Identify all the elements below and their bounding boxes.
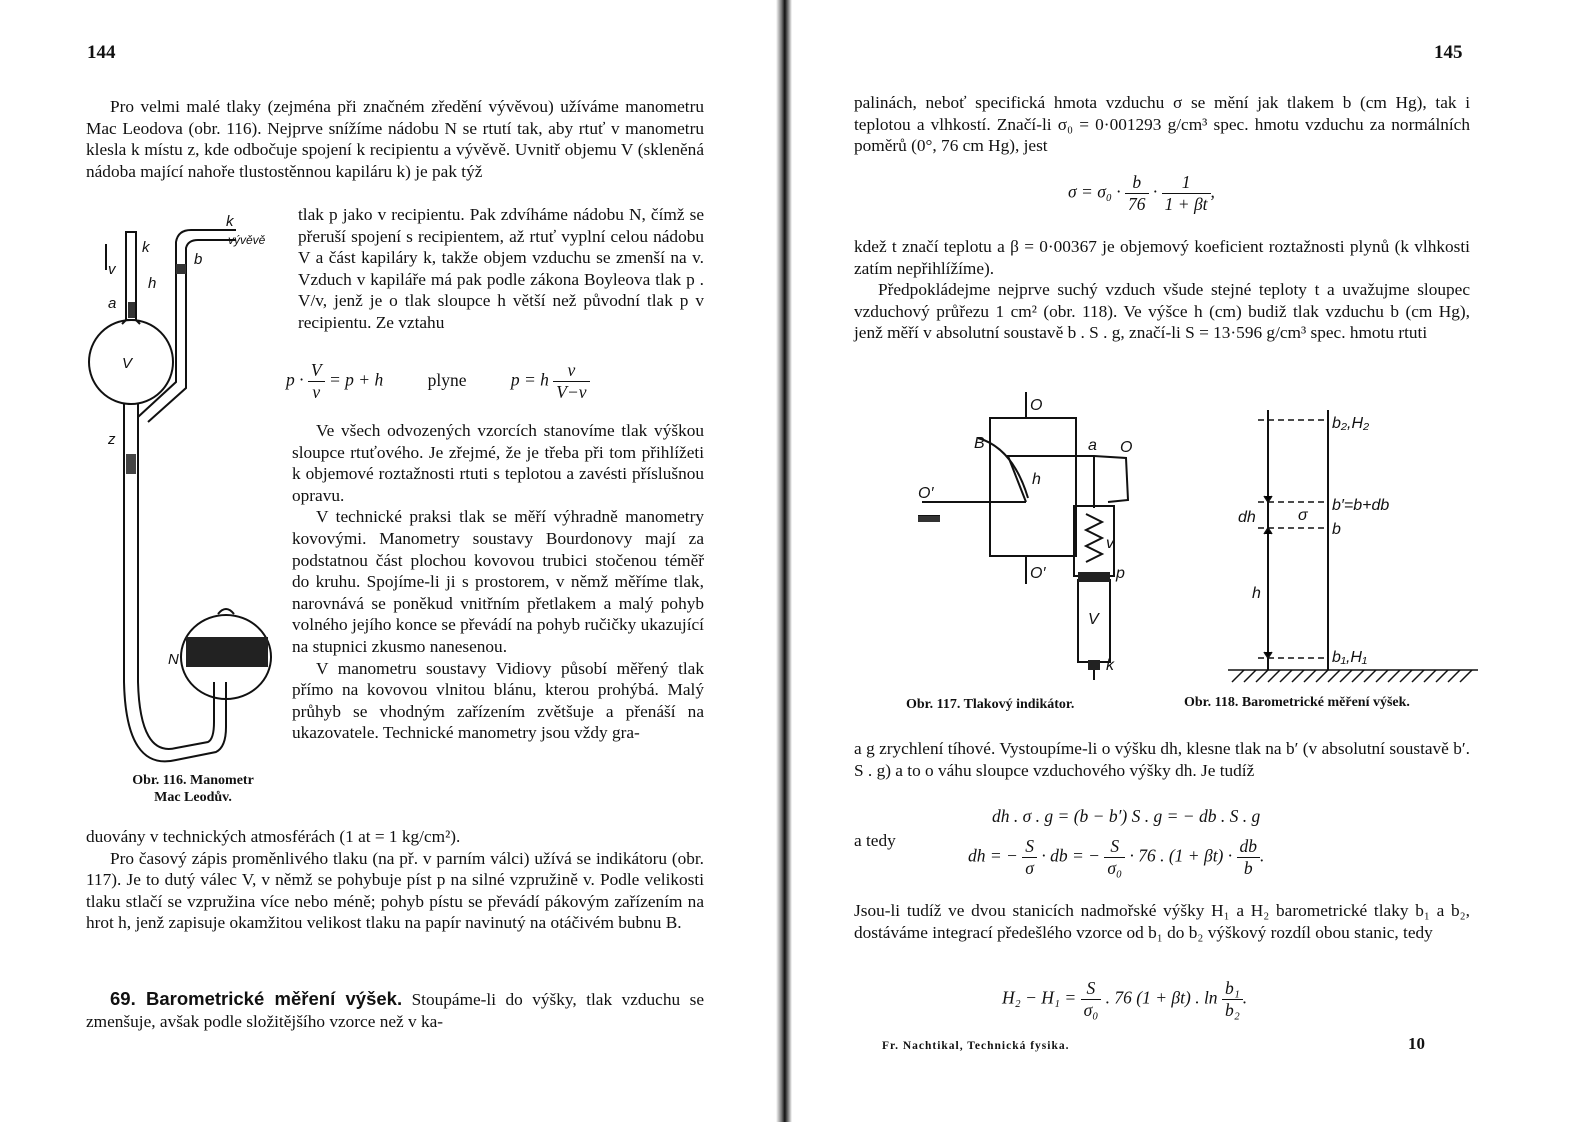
paragraph-text: palinách, neboť specifická hmota vzduchu σ se mění jak tlakem b (cm Hg), tak i teplotou a vlhkostí. Značí-li σ₀ = 0·001293 g/cm³ spec. hmotu vzduchu za normálních poměrů (0°, 76 cm Hg), jest [854, 93, 1470, 156]
fig116-label-vyveve: vývěvě [228, 233, 266, 247]
fig117-label-a: a [1088, 437, 1097, 454]
fig117-label-k: k [1106, 657, 1114, 674]
page-number-left: 144 [87, 42, 116, 63]
paragraph-integration [854, 900, 1470, 943]
fig116-label-k-top: k [226, 213, 234, 230]
fig117-label-h: h [1032, 471, 1041, 488]
paragraph-text: a g zrychlení tíhové. Vystoupíme-li o výšku dh, klesne tlak na b′ (v absolutní soustavě b′. S . g) a to o váhu sloupce vzduchového výšky dh. Je tudíž [854, 739, 1470, 780]
paragraph-beta [854, 236, 1470, 344]
paragraph-text: V manometru soustavy Vidiovy působí měřený tlak přímo na kovovou vlnitou blánu, kterou prohýbá. Malý průhyb se vhodným zařízením zvětšuje a přenáší na ukazovatele. Technické manometry jsou vždy gra- [292, 658, 704, 743]
fig117-label-v: v [1106, 535, 1114, 552]
fig117-label-V: V [1088, 611, 1099, 628]
paragraph-air-density [854, 92, 1470, 157]
paragraph-text: Jsou-li tudíž ve dvou stanicích nadmořské výšky H₁ a H₂ barometrické tlaky b₁ a b₂, dostáváme integrací předešlého vzorce od b₁ do b₂ výškový rozdíl obou stanic, tedy [854, 901, 1470, 942]
paragraph-height-step [854, 738, 1470, 781]
formula-fraction-V-v: $\frac{V}{v}$ [308, 360, 325, 403]
figure-116-caption: Obr. 116. Manometr Mac Leodův. [132, 773, 254, 805]
fig118-label-b2H2: b₂,H₂ [1332, 415, 1370, 432]
figure-118-caption: Obr. 118. Barometrické měření výšek. [1184, 695, 1410, 710]
formula-dh-balance: dh . σ . g = (b − b′) S . g = − db . S . g [992, 806, 1261, 826]
figure-118-barometric [1228, 400, 1478, 690]
fig118-label-bprime: b′=b+db [1332, 497, 1390, 514]
footer-book-title: Fr. Nachtikal, Technická fysika. [882, 1040, 1070, 1052]
figure-117-indicator [908, 388, 1168, 688]
formula-rhs: = p + h [328, 369, 384, 390]
fig116-label-h: h [148, 275, 157, 292]
formula-lhs: p · [286, 369, 304, 390]
fig116-label-k: k [142, 239, 150, 256]
figure-116-manometer [86, 212, 296, 802]
formula-mac-leod [286, 360, 590, 403]
paragraph-indicator [86, 826, 704, 934]
fig116-label-a: a [108, 295, 117, 312]
fig117-label-p: p [1116, 565, 1125, 582]
formula-dh: dh = − $\frac{S}{\sigma}$ · db = − $\frac{S}{\text{σ₀}}$ · 76 . (1 + βt) · $\frac{db}{b}$ . [968, 836, 1265, 878]
figure-117-caption: Obr. 117. Tlakový indikátor. [906, 697, 1075, 712]
section-text: Stoupáme-li do výšky, tlak vzduchu se zmenšuje, avšak podle složitějšího vzorce než v ka- [86, 990, 704, 1031]
formula-sigma: σ = σ₀ · $\frac{b}{76}$ · $\frac{1}{1 + \beta t}$ , [1068, 172, 1215, 214]
fig118-label-h: h [1252, 585, 1261, 602]
fig118-label-sigma: σ [1298, 507, 1308, 524]
fig117-label-O2: O [1120, 439, 1133, 456]
formula-fraction-result: $\frac{v}{V-v}$ [553, 360, 589, 403]
text-a-tedy: a tedy [854, 831, 896, 850]
fig117-label-Oprime: O′ [918, 485, 934, 502]
formula-height-difference: H₂ − H₁ = $\frac{S}{\text{σ₀}}$ . 76 (1 + βt) . ln $\frac{\text{b₁}}{\text{b₂}}$ . [1002, 978, 1248, 1020]
paragraph-corrections-and-technical [292, 420, 704, 744]
formula-word-plyne: plyne [427, 369, 467, 390]
paragraph-text: tlak p jako v recipientu. Pak zdvíháme nádobu N, čímž se přeruší spojení s recipientem, až rtuť vyplní celou nádobu V a část kapiláry k, takže objem vzduchu se zmenší na v. Vzduch v kapiláře má pak podle zákona Boyleova tlak p . V/v, jenž je o tlak sloupce h větší než původní tlak p v recipientu. Ze vztahu [298, 205, 704, 332]
fig116-label-b: b [194, 251, 203, 268]
left-page [0, 0, 780, 1122]
fig118-label-b1H1: b₁,H₁ [1332, 649, 1367, 666]
fig118-label-b: b [1332, 521, 1341, 538]
paragraph-text: Předpokládejme nejprve suchý vzduch všude stejné teploty t a uvažujme sloupec vzduchový průřezu 1 cm² (obr. 118). Ve výšce h (cm) budiž tlak vzduchu b (cm Hg), jenž měří v absolutní soustavě b . S . g, značí-li S = 13·596 g/cm³ spec. hmotu rtuti [854, 280, 1470, 343]
paragraph-text: Ve všech odvozených vzorcích stanovíme tlak výškou sloupce rtuťového. Je zřejmé, že je třeba při tom přihlížeti k objemové roztažnosti rtuti s teplotou a zavésti příslušnou opravu. [292, 421, 704, 505]
paragraph-text: Pro velmi malé tlaky (zejména při značném zředění vývěvou) užíváme manometru Mac Leodova (obr. 116). Nejprve snížíme nádobu N se rtutí tak, aby rtuť v manometru klesla k místu z, kde odbočuje spojení k recipientu a vývěvě. Uvnitř objemu V (skleněná nádoba mající nahoře tlustostěnnou kapiláru k) je pak týž [86, 97, 704, 181]
footer-sheet-number: 10 [1408, 1034, 1425, 1053]
page-number-right: 145 [1434, 42, 1463, 63]
section-69 [86, 988, 704, 1032]
paragraph-mac-leod-continued [298, 204, 704, 334]
formula-result-lhs: p = h [510, 369, 549, 390]
fig116-label-V: V [122, 355, 133, 372]
right-page [788, 0, 1594, 1122]
fig117-label-B: B [974, 435, 985, 452]
fig116-label-v: v [108, 261, 116, 278]
section-heading: 69. Barometrické měření výšek. [110, 988, 403, 1009]
paragraph-mac-leod-intro [86, 96, 704, 182]
paragraph-text: V technické praksi tlak se měří výhradně manometry kovovými. Manometry soustavy Bourdonovy mají za podstatnou část plochou kovovou trubici stočenou téměř do kruhu. Spojíme-li ji s prostorem, v němž měříme tlak, narovnává se poněkud vnitřním přetlakem a malý pohyb volného jejího konce se převádí na pohyb ručičky ukazující na stupnici zkusmo nanesenou. [292, 507, 704, 656]
fig117-label-O: O [1030, 397, 1043, 414]
paragraph-text: duovány v technických atmosférách (1 at = 1 kg/cm²). [86, 827, 461, 846]
fig116-label-N: N [168, 651, 179, 668]
paragraph-text: kdež t značí teplotu a β = 0·00367 je objemový koeficient roztažnosti plynů (k vlhkosti zatím nepřihlížíme). [854, 237, 1470, 278]
fig118-label-dh: dh [1238, 509, 1256, 526]
fig116-label-z: z [108, 431, 116, 448]
paragraph-text: Pro časový zápis proměnlivého tlaku (na př. v parním válci) užívá se indikátoru (obr. 117). Je to dutý válec V, v němž se pohybuje píst p na silné vzpružině v. Podle velikosti tlaku stlačí se vzpružina více nebo méně; pohyb pístu se převádí pákovým zařízením na hrot h, jenž zapisuje okamžitou velikost tlaku na papír navinutý na otáčivém bubnu B. [86, 848, 704, 933]
fig117-label-Oprime2: O′ [1030, 565, 1046, 582]
